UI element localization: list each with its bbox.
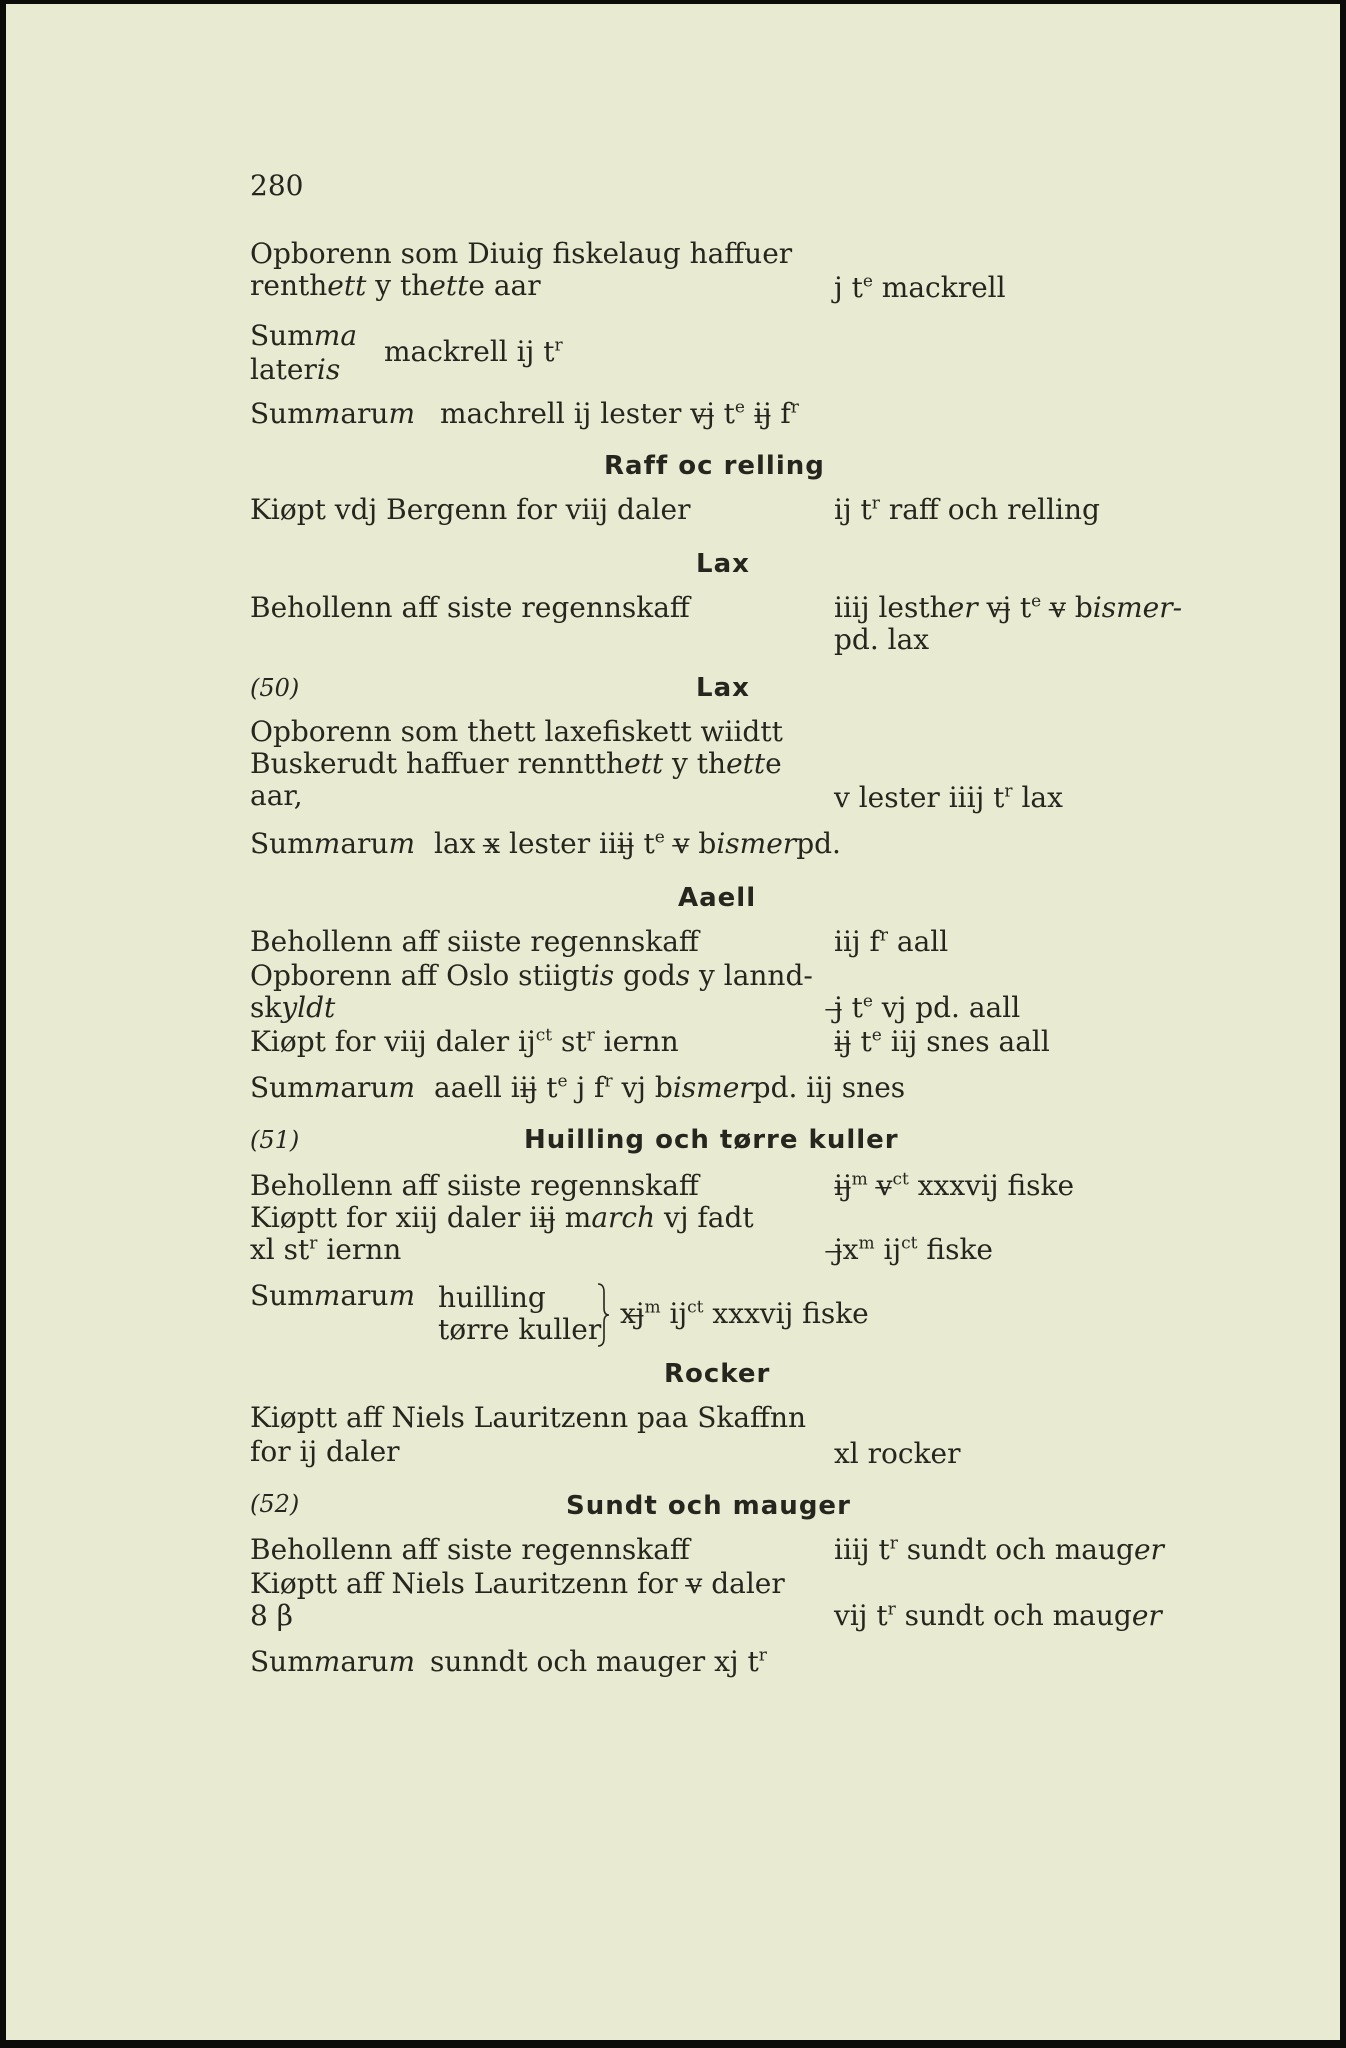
entry-description-line: Buskerudt haffuer renntthett y thette	[250, 747, 782, 780]
brace	[596, 1282, 610, 1348]
summarum-value: sunndt och mauger xj $t^r$	[430, 1645, 767, 1678]
section-heading: Lax	[696, 673, 750, 703]
summa-label: lateris	[250, 353, 341, 386]
entry-value: $j̶x^m$ $ij^{ct}$ fiske	[834, 1233, 993, 1266]
section-heading: Sundt och mauger	[566, 1491, 851, 1521]
entry-description-line: skyldt	[250, 991, 336, 1024]
entry-description-line: xl $st^r$ iernn	[250, 1233, 402, 1266]
entry-description-line: Behollenn aff siste regennskaff	[250, 591, 690, 624]
summarum-label: Summarum	[250, 1279, 416, 1312]
entry-description-line: Kiøpt vdj Bergenn for viij daler	[250, 493, 691, 526]
margin-note: (51)	[250, 1126, 300, 1154]
entry-value: pd. lax	[834, 623, 930, 656]
entry-description-line: renthett y thette aar	[250, 269, 541, 302]
entry-value: iiij lesther vj̶ $t^e$ v̶ bismer-	[834, 591, 1183, 624]
entry-description-line: Kiøptt aff Niels Lauritzenn paa Skaffnn	[250, 1401, 807, 1434]
summarum-value: machrell ij lester vj̶ $t^e$ ij̶ $f^r$	[440, 397, 799, 430]
summarum-label: Summarum	[250, 1071, 416, 1104]
entry-description-line: for ij daler	[250, 1435, 400, 1468]
section-heading: Aaell	[678, 883, 757, 913]
entry-description-line: 8 β	[250, 1599, 293, 1632]
entry-description-line: Behollenn aff siiste regennskaff	[250, 1169, 699, 1202]
entry-value: ij $t^r$ raff och relling	[834, 493, 1100, 526]
document-page	[6, 4, 1340, 2040]
entry-description-line: aar,	[250, 779, 303, 812]
summarum-item: huilling	[438, 1281, 546, 1314]
section-heading: Raff oc relling	[604, 451, 825, 481]
summarum-label: Summarum	[250, 397, 416, 430]
summarum-value: xj̶$^m$ $ij^{ct}$ xxxvij fiske	[620, 1297, 869, 1330]
summa-label: Summa	[250, 319, 358, 352]
entry-value: vij $t^r$ sundt och mauger	[834, 1599, 1162, 1632]
section-heading: Rocker	[664, 1359, 771, 1389]
entry-value: v lester iiij $t^r$ lax	[834, 781, 1063, 814]
entry-description-line: Kiøptt for xiij daler iij̶ march vj fadt	[250, 1201, 754, 1234]
entry-value: ij̶$^m$ v̶$^{ct}$ xxxvij fiske	[834, 1169, 1075, 1202]
section-heading: Lax	[696, 549, 750, 579]
page-number: 280	[250, 169, 304, 202]
entry-description-line: Behollenn aff siste regennskaff	[250, 1533, 690, 1566]
margin-note: (52)	[250, 1490, 300, 1518]
summarum-label: Summarum	[250, 1645, 416, 1678]
section-heading: Huilling och tørre kuller	[524, 1125, 899, 1155]
entry-value: iiij $t^r$ sundt och mauger	[834, 1533, 1164, 1566]
summa-value: mackrell ij $t^r$	[384, 335, 563, 368]
entry-value: j $t^e$ mackrell	[834, 271, 1006, 304]
entry-value: iij $f^r$ aall	[834, 925, 949, 958]
summarum-value: lax x̶ lester iiij̶ $t^e$ v̶ bismerpd.	[434, 827, 841, 860]
summarum-item: tørre kuller	[438, 1313, 602, 1346]
entry-value: xl rocker	[834, 1437, 961, 1470]
summarum-value: aaell iij̶ $t^e$ j $f^r$ vj bismerpd. iij snes	[434, 1071, 906, 1104]
entry-description-line: Behollenn aff siiste regennskaff	[250, 925, 699, 958]
entry-description-line: Kiøptt aff Niels Lauritzenn for v̶ daler	[250, 1567, 785, 1600]
entry-description-line: Opborenn som thett laxefiskett wiidtt	[250, 715, 783, 748]
entry-description-line: Opborenn som Diuig fiskelaug haffuer	[250, 237, 793, 270]
summarum-label: Summarum	[250, 827, 416, 860]
entry-value: j̶ $t^e$ vj pd. aall	[834, 991, 1021, 1024]
entry-description-line: Kiøpt for viij daler $ij^{ct}$ $st^r$ iernn	[250, 1025, 679, 1058]
entry-value: ij̶ $t^e$ iij snes aall	[834, 1025, 1050, 1058]
entry-description-line: Opborenn aff Oslo stiigtis gods y lannd-	[250, 959, 813, 992]
margin-note: (50)	[250, 674, 300, 702]
